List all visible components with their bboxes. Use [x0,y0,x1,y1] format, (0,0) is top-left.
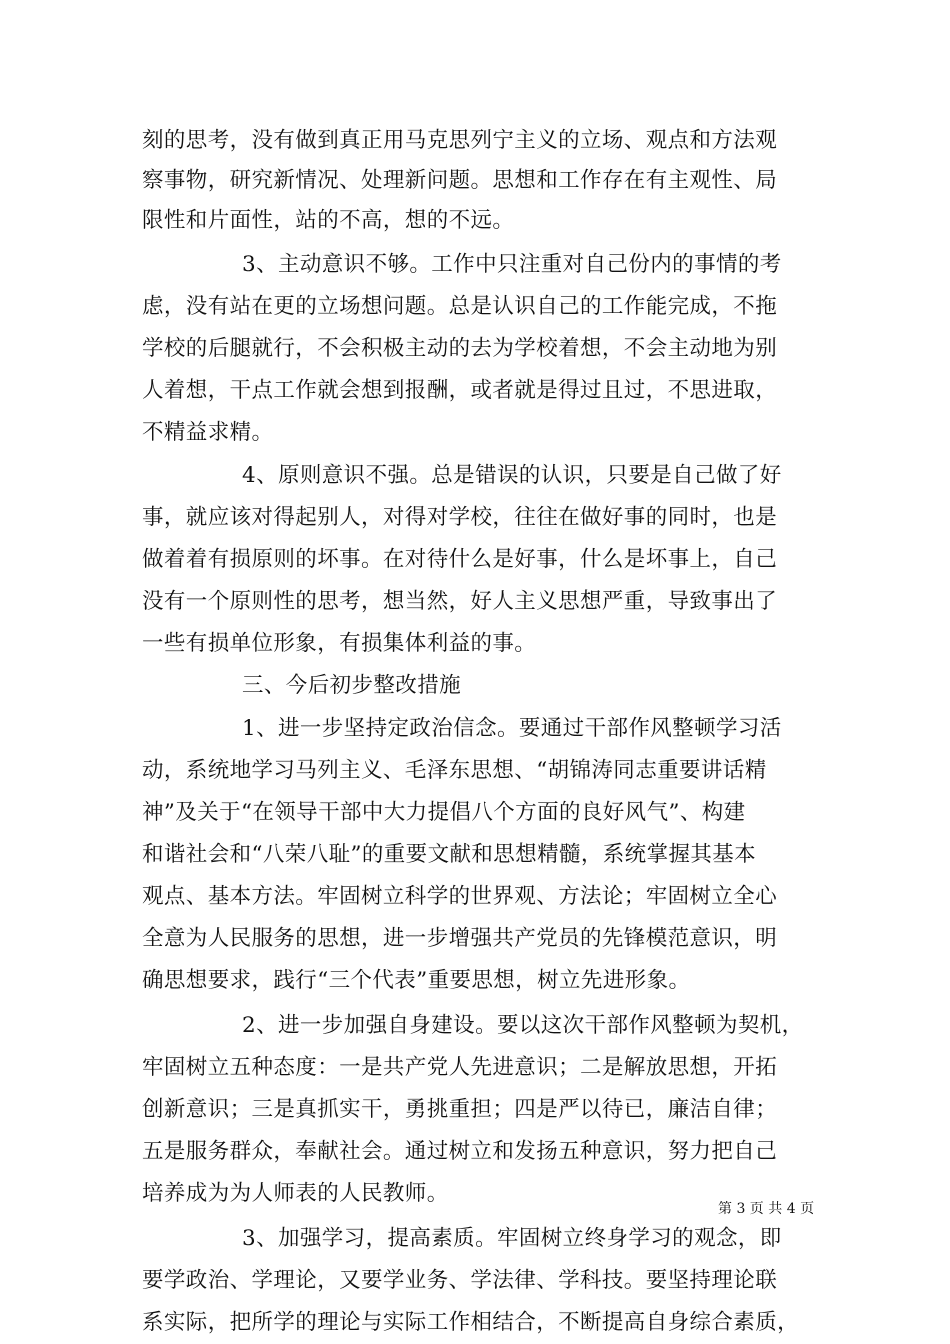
text-line: 全意为人民服务的思想，进一步增强共产党员的先锋模范意识，明 [142,926,778,951]
text-line: 系实际，把所学的理论与实际工作相结合，不断提高自身综合素质， [142,1310,800,1335]
text-line: 察事物，研究新情况、处理新问题。思想和工作存在有主观性、局 [142,168,778,193]
text-line: 观点、基本方法。牢固树立科学的世界观、方法论；牢固树立全心 [142,884,778,909]
text-line: 一些有损单位形象，有损集体利益的事。 [142,631,537,656]
text-line: 牢固树立五种态度：一是共产党人先进意识；二是解放思想，开拓 [142,1055,778,1080]
text-line: 没有一个原则性的思考，想当然，好人主义思想严重，导致事出了 [142,589,778,614]
text-line: 刻的思考，没有做到真正用马克思列宁主义的立场、观点和方法观 [142,128,778,153]
text-line: 虑，没有站在更的立场想问题。总是认识自己的工作能完成，不拖 [142,294,778,319]
text-line: 五是服务群众，奉献社会。通过树立和发扬五种意识，努力把自己 [142,1139,778,1164]
text-line: 限性和片面性，站的不高，想的不远。 [142,208,515,233]
section-heading: 三、今后初步整改措施 [242,673,462,698]
paragraph-heading-3b: 3、加强学习，提高素质。牢固树立终身学习的观念，即 [242,1226,782,1251]
paragraph-heading-2: 2、进一步加强自身建设。要以这次干部作风整顿为契机， [242,1013,804,1038]
text-line: 事，就应该对得起别人，对得对学校，往往在做好事的同时，也是 [142,505,778,530]
paragraph-heading-1: 1、进一步坚持定政治信念。要通过干部作风整顿学习活 [242,716,782,741]
text-line: 做着着有损原则的坏事。在对待什么是好事，什么是坏事上，自己 [142,547,778,572]
text-line: 确思想要求，践行“三个代表”重要思想，树立先进形象。 [142,968,691,993]
text-line: 创新意识；三是真抓实干，勇挑重担；四是严以待已，廉洁自律； [142,1097,778,1122]
text-line: 不精益求精。 [142,420,274,445]
text-line: 神”及关于“在领导干部中大力提倡八个方面的良好风气”、构建 [142,800,746,825]
text-line: 和谐社会和“八荣八耻”的重要文献和思想精髓，系统掌握其基本 [142,842,757,867]
text-line: 培养成为为人师表的人民教师。 [142,1181,449,1206]
page-number: 第 3 页 共 4 页 [718,1201,815,1217]
text-line: 人着想，干点工作就会想到报酬，或者就是得过且过，不思进取， [142,378,778,403]
text-line: 学校的后腿就行，不会积极主动的去为学校着想，不会主动地为别 [142,336,778,361]
text-line: 要学政治、学理论，又要学业务、学法律、学科技。要坚持理论联 [142,1268,778,1293]
paragraph-heading-3: 3、主动意识不够。工作中只注重对自己份内的事情的考 [242,252,782,277]
text-line: 动，系统地学习马列主义、毛泽东思想、“胡锦涛同志重要讲话精 [142,758,767,783]
paragraph-heading-4: 4、原则意识不强。总是错误的认识，只要是自己做了好 [242,463,782,488]
